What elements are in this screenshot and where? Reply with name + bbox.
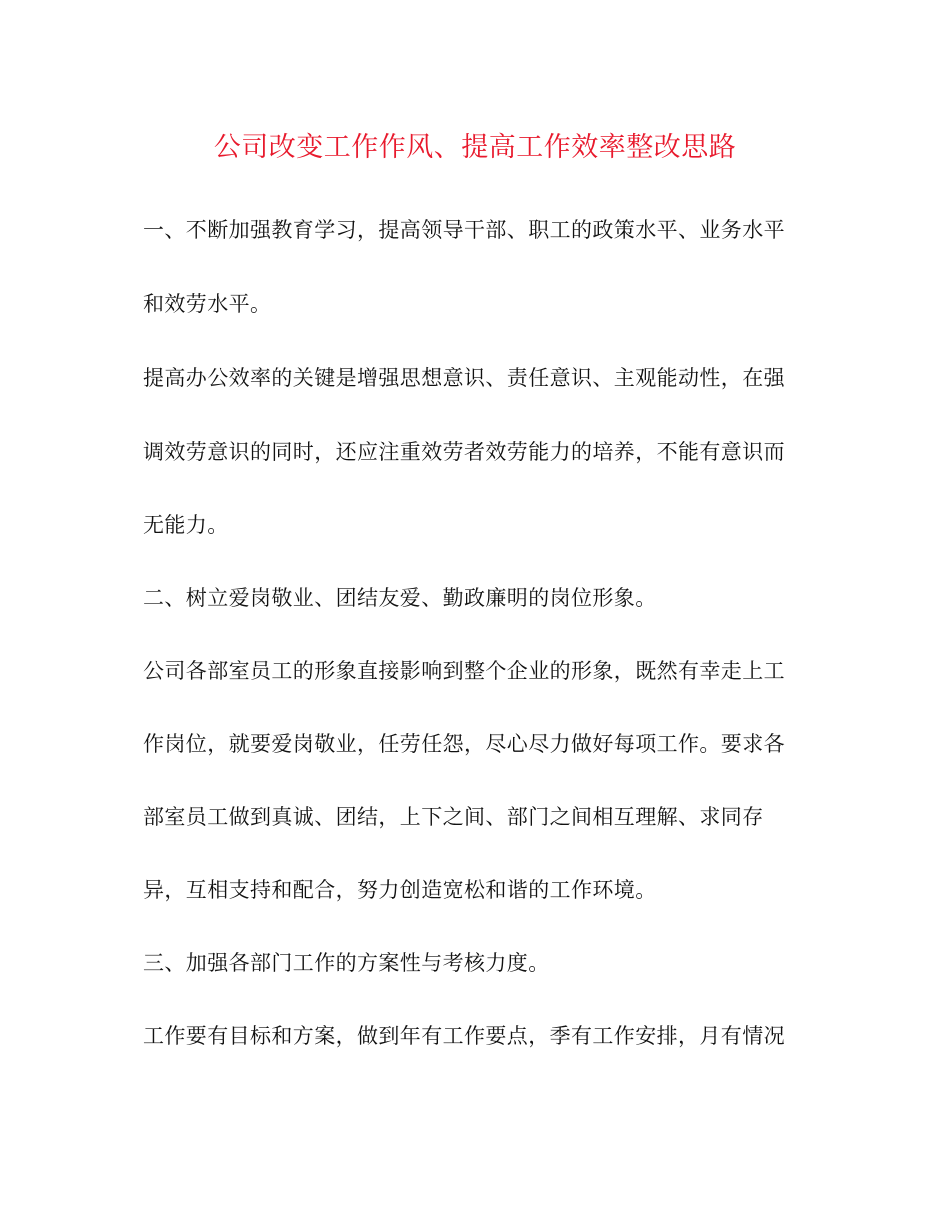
section-1-heading-line-2: 和效劳水平。 bbox=[143, 292, 272, 316]
section-3-heading: 三、加强各部门工作的方案性与考核力度。 bbox=[143, 951, 550, 975]
section-2-body-line-4: 异，互相支持和配合，努力创造宽松和谐的工作环境。 bbox=[143, 878, 657, 902]
section-1-body-line-3: 无能力。 bbox=[143, 513, 229, 537]
section-1-heading-line-1: 一、不断加强教育学习，提高领导干部、职工的政策水平、业务水平 bbox=[143, 218, 785, 242]
section-3-body-line-1: 工作要有目标和方案，做到年有工作要点，季有工作安排，月有情况 bbox=[143, 1024, 785, 1048]
section-1-body-line-1: 提高办公效率的关键是增强思想意识、责任意识、主观能动性，在强 bbox=[143, 366, 785, 390]
section-2-body-line-3: 部室员工做到真诚、团结，上下之间、部门之间相互理解、求同存 bbox=[143, 805, 764, 829]
section-2-heading: 二、树立爱岗敬业、团结友爱、勤政廉明的岗位形象。 bbox=[143, 586, 657, 610]
document-title: 公司改变工作作风、提高工作效率整改思路 bbox=[213, 132, 737, 163]
section-2-body-line-1: 公司各部室员工的形象直接影响到整个企业的形象，既然有幸走上工 bbox=[143, 659, 785, 683]
section-1-body-line-2: 调效劳意识的同时，还应注重效劳者效劳能力的培养，不能有意识而 bbox=[143, 440, 785, 464]
section-2-body-line-2: 作岗位，就要爱岗敬业，任劳任怨，尽心尽力做好每项工作。要求各 bbox=[143, 732, 785, 756]
